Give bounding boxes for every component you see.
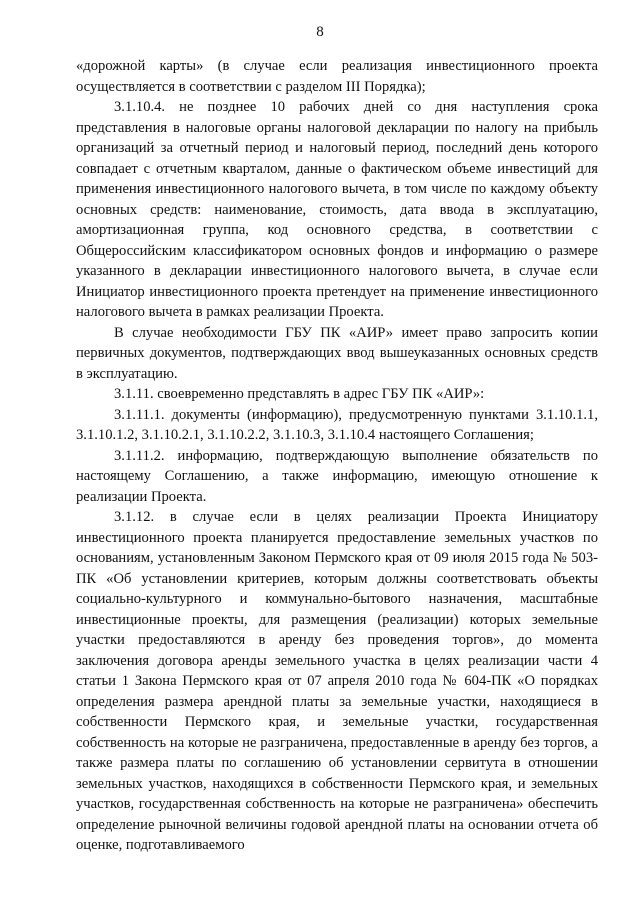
paragraph-3-1-10-4: 3.1.10.4. не позднее 10 рабочих дней со дня наступления срока представления в налоговые органы налоговой декларации по налогу на прибыль организаций за отчетный период и налоговый период, последний день которого совпадает с отчетным кварталом, данные о фактическом объеме инвестиций для применения инвестиционного налогового вычета, в том числе по каждому объекту основных средств: наименование, стоимость, дата ввода в эксплуатацию, амортизационная группа, код основного средства, в соответствии с Общероссийским классификатором основных фондов и информацию о размере указанного в декларации инвестиционного налогового вычета, в случае если Инициатор инвестиционного проекта претендует на применение инвестиционного налогового вычета в рамках реализации Проекта. bbox=[76, 99, 598, 320]
document-body bbox=[76, 56, 598, 856]
paragraph-request-documents: В случае необходимости ГБУ ПК «АИР» имеет право запросить копии первичных документов, подтверждающих ввод вышеуказанных основных средств в эксплуатацию. bbox=[76, 324, 598, 382]
paragraph-roadmap-continuation: «дорожной карты» (в случае если реализация инвестиционного проекта осуществляется в соответствии с разделом III Порядка); bbox=[76, 58, 598, 95]
page-number: 8 bbox=[316, 24, 324, 40]
paragraph-3-1-11-1: 3.1.11.1. документы (информацию), предусмотренную пунктами 3.1.10.1.1, 3.1.10.1.2, 3.1.10.2.1, 3.1.10.2.2, 3.1.10.3, 3.1.10.4 настоящего Соглашения; bbox=[76, 406, 598, 443]
paragraph-3-1-11: 3.1.11. своевременно представлять в адрес ГБУ ПК «АИР»: bbox=[114, 386, 485, 402]
paragraph-3-1-12: 3.1.12. в случае если в целях реализации Проекта Инициатору инвестиционного проекта планируется предоставление земельных участков по основаниям, установленным Законом Пермского края от 09 июля 2015 года № 503-ПК «Об установлении критериев, которым должны соответствовать объекты социально-культурного и коммунально-бытового назначения, масштабные инвестиционные проекты, для размещения (реализации) которых земельные участки предоставляются в аренду без проведения торгов», до момента заключения договора аренды земельного участка в целях реализации части 4 статьи 1 Закона Пермского края от 07 апреля 2010 года № 604-ПК «О порядках определения размера арендной платы за земельные участки, находящиеся в собственности Пермского края, и земельные участки, государственная собственность на которые не разграничена, предоставленные в аренду без торгов, а также размера платы по соглашению об установлении сервитута в отношении земельных участков, находящихся в собственности Пермского края, и земельных участков, государственная собственность на которые не разграничена» обеспечить определение рыночной величины годовой арендной платы на основании отчета об оценке, подготавливаемого bbox=[76, 509, 598, 853]
paragraph-3-1-11-2: 3.1.11.2. информацию, подтверждающую выполнение обязательств по настоящему Соглашению, а также информацию, имеющую отношение к реализации Проекта. bbox=[76, 447, 598, 505]
